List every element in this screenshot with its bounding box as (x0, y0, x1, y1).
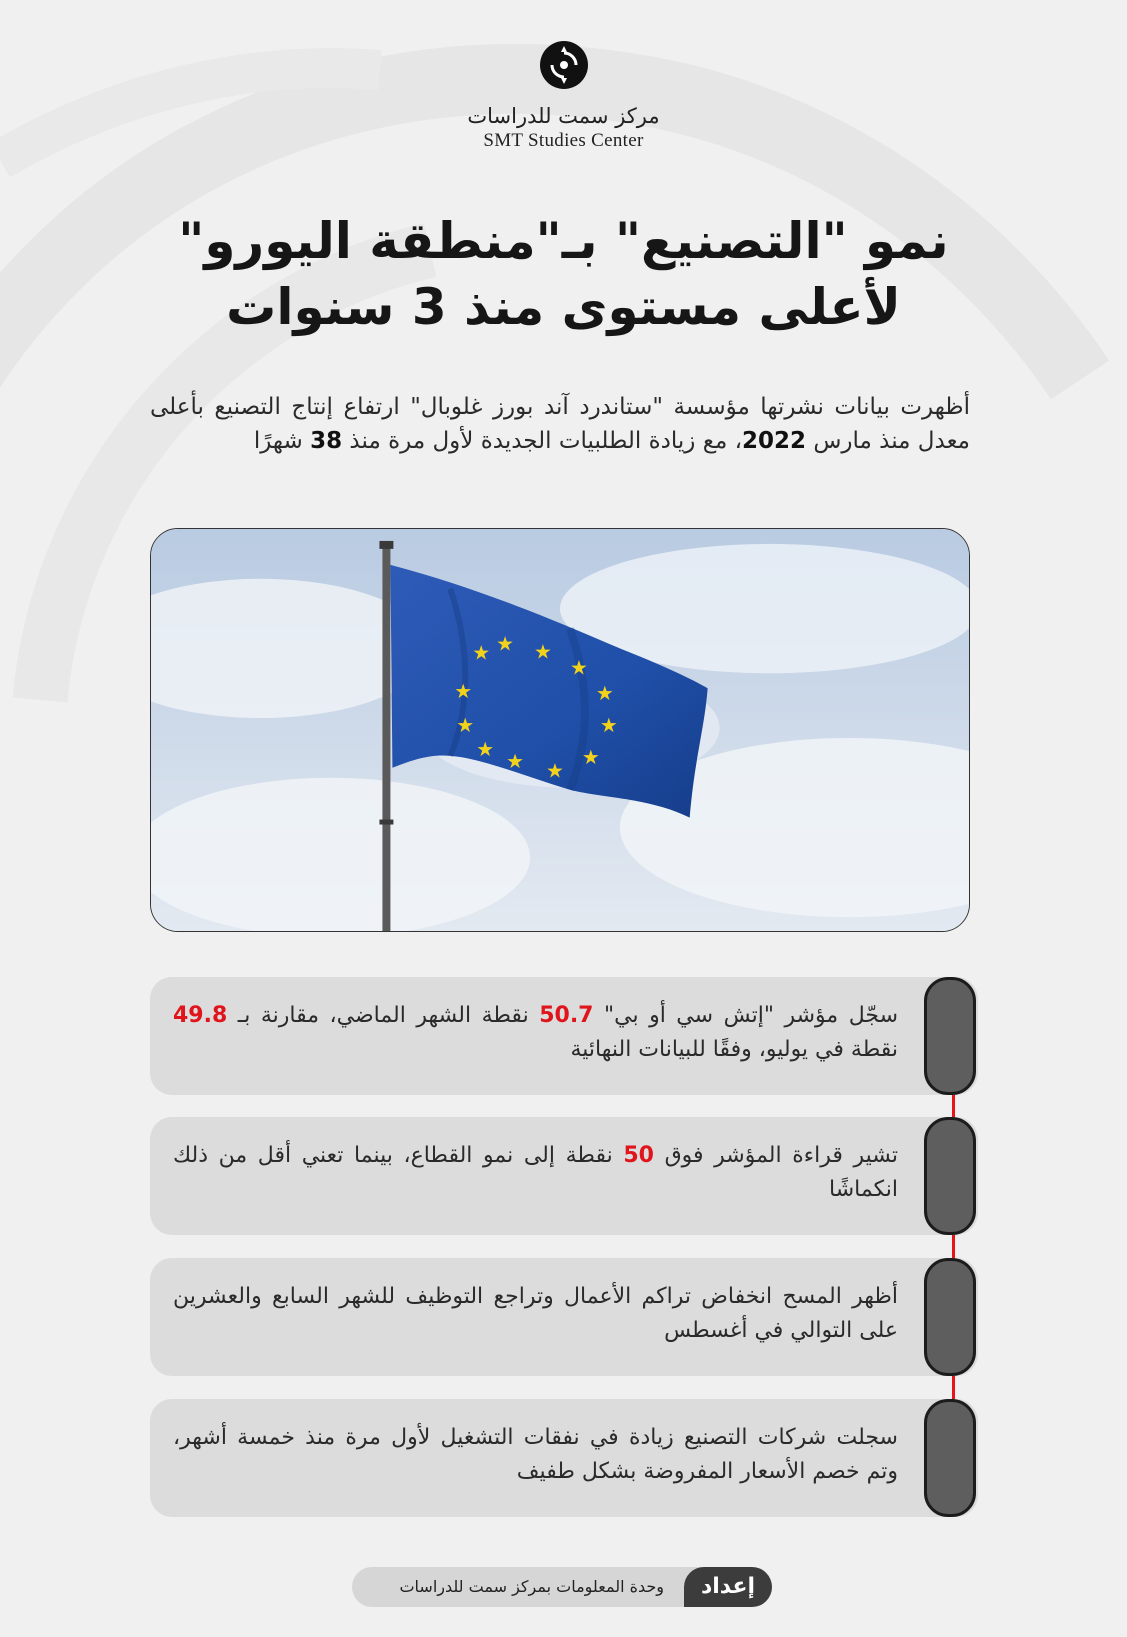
svg-text:★: ★ (595, 682, 614, 706)
svg-text:★: ★ (534, 640, 552, 664)
card-tab (924, 1258, 976, 1376)
info-card-2 (150, 1117, 978, 1235)
title-line-1: نمو "التصنيع" بـ"منطقة اليورو" (178, 212, 949, 270)
highlight-value: 49.8 (173, 1003, 228, 1028)
info-card-text: سجّل مؤشر "إتش سي أو بي" 50.7 نقطة الشهر الماضي، مقارنة بـ 49.8 نقطة في يوليو، وفقًا للبيانات النهائية (173, 1003, 899, 1062)
card-tab (924, 1117, 976, 1235)
header-logo (0, 40, 1127, 152)
logo-name-english: SMT Studies Center (483, 130, 644, 151)
svg-text:★: ★ (506, 749, 525, 773)
intro-months: 38 (310, 428, 343, 454)
info-card-3 (150, 1258, 978, 1376)
intro-year: 2022 (742, 428, 807, 454)
page-title (60, 208, 1067, 340)
svg-text:★: ★ (496, 632, 515, 656)
svg-text:★: ★ (472, 641, 491, 665)
eu-flag-photo (150, 528, 970, 932)
intro-text-2: ، مع زيادة الطلبيات الجديدة لأول مرة منذ (342, 428, 742, 454)
footer-text: وحدة المعلومات بمركز سمت للدراسات (399, 1577, 664, 1596)
smt-logo-icon (539, 40, 589, 90)
logo-name-arabic: مركز سمت للدراسات (467, 104, 660, 128)
highlight-value: 50.7 (539, 1003, 594, 1028)
intro-text-3: شهرًا (253, 428, 311, 454)
intro-text-1: أظهرت بيانات نشرتها مؤسسة "ستاندرد آند بورز غلوبال" ارتفاع إنتاج التصنيع بأعلى معدل منذ مارس (150, 394, 970, 454)
eu-flag-illustration (151, 529, 969, 931)
svg-text:★: ★ (546, 759, 564, 783)
info-card-text: أظهر المسح انخفاض تراكم الأعمال وتراجع التوظيف للشهر السابع والعشرين على التوالي في أغسطس (173, 1284, 898, 1343)
svg-text:★: ★ (454, 680, 473, 704)
svg-text:★: ★ (599, 714, 618, 737)
info-card-4 (150, 1399, 978, 1517)
title-line-2: لأعلى مستوى منذ 3 سنوات (226, 278, 901, 336)
footer-badge: إعداد (684, 1567, 772, 1607)
card-tab (924, 1399, 976, 1517)
svg-text:★: ★ (476, 737, 495, 761)
svg-text:★: ★ (581, 745, 600, 769)
info-card-text: سجلت شركات التصنيع زيادة في نفقات التشغيل لأول مرة منذ خمسة أشهر، وتم خصم الأسعار المفروضة بشكل طفيف (173, 1425, 898, 1484)
highlight-value: 50 (623, 1143, 654, 1168)
card-tab (924, 977, 976, 1095)
svg-text:★: ★ (569, 656, 588, 680)
intro-paragraph (150, 390, 970, 458)
info-card-1 (150, 977, 978, 1095)
svg-text:★: ★ (456, 714, 475, 737)
footer-credit (352, 1567, 772, 1607)
info-card-text: تشير قراءة المؤشر فوق 50 نقطة إلى نمو القطاع، بينما تعني أقل من ذلك انكماشًا (173, 1143, 899, 1202)
